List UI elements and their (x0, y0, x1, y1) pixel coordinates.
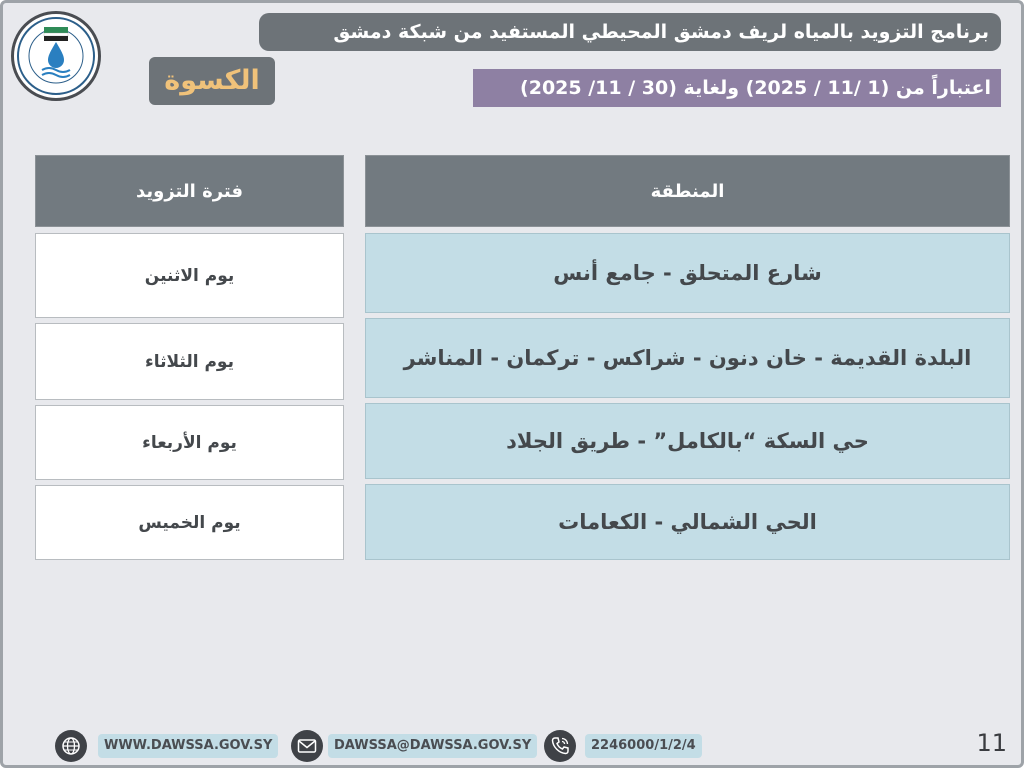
table-row-period: يوم الأربعاء (35, 405, 344, 480)
phone-number[interactable]: 2246000/1/2/4 (585, 734, 702, 758)
website-link[interactable]: WWW.DAWSSA.GOV.SY (98, 734, 278, 758)
globe-icon (55, 730, 87, 762)
page-title: برنامج التزويد بالمياه لريف دمشق المحيطي المستفيد من شبكة دمشق (259, 13, 1001, 51)
table-row-period: يوم الاثنين (35, 233, 344, 318)
email-link[interactable]: DAWSSA@DAWSSA.GOV.SY (328, 734, 537, 758)
table-row-period: يوم الثلاثاء (35, 323, 344, 400)
city-badge: الكسوة (149, 57, 275, 105)
table-row-area: الحي الشمالي - الكعامات (365, 484, 1010, 560)
table-row-area: حي السكة “بالكامل” - طريق الجلاد (365, 403, 1010, 479)
table-row-area: البلدة القديمة - خان دنون - شراكس - تركمان - المناشر (365, 318, 1010, 398)
date-range: اعتباراً من (1 /11 / 2025) ولغاية (30 / 11/ 2025) (473, 69, 1001, 107)
phone-icon (544, 730, 576, 762)
organization-logo (11, 11, 101, 101)
table-row-period: يوم الخميس (35, 485, 344, 560)
table-header-period: فترة التزويد (35, 155, 344, 227)
mail-icon (291, 730, 323, 762)
table-header-area: المنطقة (365, 155, 1010, 227)
page-number: 11 (976, 729, 1007, 757)
table-row-area: شارع المتحلق - جامع أنس (365, 233, 1010, 313)
